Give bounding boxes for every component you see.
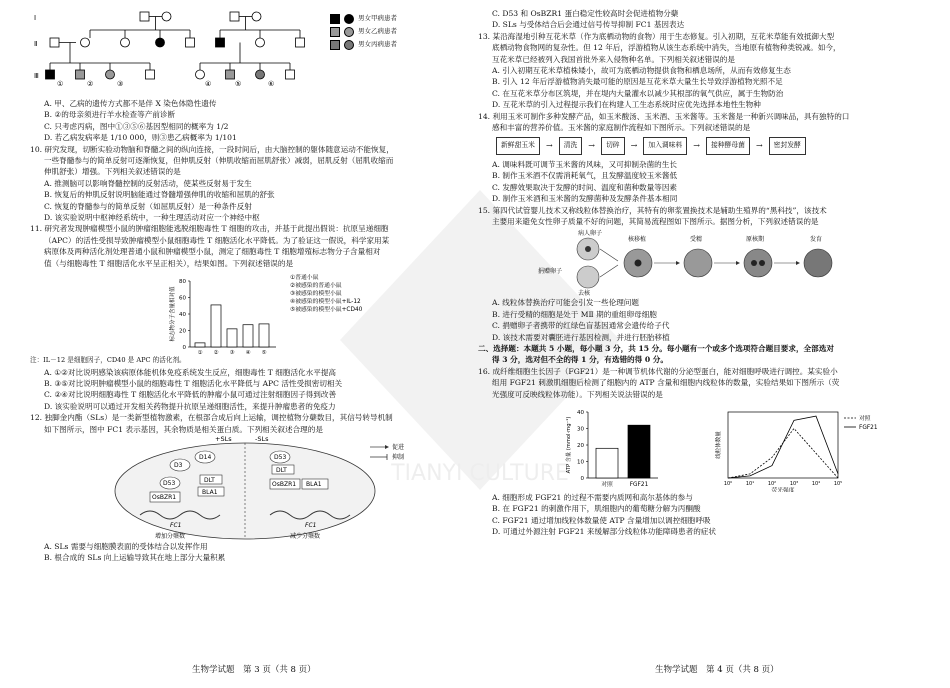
ivf-process-figure xyxy=(478,227,918,297)
individual-number: ⑥ xyxy=(268,80,275,88)
option: D. 该实验说明中枢神经系统中，一种生理活动对应一个神经中枢 xyxy=(44,213,260,223)
fig-label: 受精 xyxy=(690,236,703,244)
question-stem: 14. 利用玉米可制作多种发酵产品，如玉米酸汤、玉米酒、玉米酱等。玉米酱是一种新兴调味品，具有独特的口 xyxy=(478,111,850,121)
y-tick-label: 0 xyxy=(182,345,186,352)
question-stem: 病原体及两种活化剂处理普通小鼠和肿瘤模型小鼠，测定了细胞毒性 T 细胞增殖标志物分子含量相对 xyxy=(44,247,381,257)
label-minus-sls: -SLs xyxy=(255,434,269,443)
option: C. FGF21 通过增加线粒体数量使 ATP 含量增加以调控细胞呼吸 xyxy=(492,515,711,525)
pedigree-chart xyxy=(30,8,330,96)
option: B. 根合成的 SLs 向上运输导致其在地上部分大量积累 xyxy=(44,553,226,563)
arrow-icon: → xyxy=(545,141,553,151)
x-tick-label: ⑤ xyxy=(261,350,267,356)
page-footer-right: 生物学试题 第 4 页（共 8 页） xyxy=(655,665,779,675)
fig-label: 去核 xyxy=(578,290,591,298)
y-tick-label: 30 xyxy=(577,426,584,433)
gen-label: Ⅲ xyxy=(34,72,39,80)
watermark-en: TIANYI CULTURE xyxy=(391,461,569,486)
x-tick-label: 10⁰ xyxy=(723,480,733,487)
y-tick-label: 40 xyxy=(577,409,584,416)
question-stem: 底栖动物食物网的复杂性。但 12 年后，浮游植物从该生态系统中消失，当地原有植物种类锐减。如今， xyxy=(492,43,841,53)
fig-label: 病人卵子 xyxy=(578,230,603,238)
chart-q16-svg xyxy=(478,400,918,492)
pathway-svg xyxy=(30,435,470,541)
legend-item: ②被感染的普通小鼠 xyxy=(290,283,342,290)
right-column xyxy=(478,8,918,538)
option: C. 在互花米草分布区筑堤，并在堤内大量灌水以减少其根部的氧气供应，属于生物防治 xyxy=(492,88,784,98)
section-heading: 二、选择题：本题共 5 小题，每小题 3 分，共 15 分。每小题有一个或多个选项符合题目要求，全部选对 xyxy=(478,343,834,353)
question-stem: 伸肌舒张）增强。下列相关叙述错误的是 xyxy=(44,167,181,177)
y-tick-label: 20 xyxy=(577,442,584,449)
legend-promote: 促进 xyxy=(392,443,405,451)
charts-q16 xyxy=(478,400,918,492)
gen-label: Ⅱ xyxy=(34,40,38,48)
y-tick-label: 40 xyxy=(179,312,186,319)
bar-chart-q11 xyxy=(30,269,470,355)
process-flowchart xyxy=(496,137,918,154)
series-line xyxy=(728,416,838,478)
protein-label: D53 xyxy=(163,479,176,487)
page-footer-left: 生物学试题 第 3 页（共 8 页） xyxy=(192,665,316,675)
question-stem: 15. 第四代试管婴儿技术又称线粒体替换治疗，其特有的卵浆置换技术是辅助生殖界的“黑科技”，该技术 xyxy=(478,205,827,215)
legend-item: ⑤被感染的模型小鼠+CD40 xyxy=(290,307,363,314)
flow-step: 加入调味料 xyxy=(643,137,687,154)
arrow-icon: → xyxy=(755,141,763,151)
flow-step: 新鲜甜玉米 xyxy=(496,137,540,154)
question-stem: 一些脊髓参与的简单反射可逐渐恢复，但伸肌反射（伸肌收缩而屈肌舒张）减弱，屈肌反射（屈肌收缩而 xyxy=(44,156,394,166)
question-stem: 值（与细胞毒性 T 细胞活化水平呈正相关），结果如图。下列叙述错误的是 xyxy=(44,258,294,268)
question-stem: 11. 研究者发现肿瘤模型小鼠的肿瘤细胞能逃脱细胞毒性 T 细胞的攻击，并基于此提出假说：抗原呈递细胞 xyxy=(30,224,389,234)
x-tick-label: 10⁴ xyxy=(811,480,821,487)
option: A. SLs 需要与细胞膜表面的受体结合以发挥作用 xyxy=(44,541,208,551)
chart-q11-svg xyxy=(30,269,470,355)
individual-number: ⑤ xyxy=(235,80,242,88)
option: C. 只考虑丙病，图中①③⑤⑥基因型相同的概率为 1/2 xyxy=(44,121,229,131)
fig-label: 捐赠卵子 xyxy=(538,268,563,276)
option: A. 推测脑可以影响脊髓控制的反射活动，使某些反射易于发生 xyxy=(44,178,252,188)
individual-number: ③ xyxy=(117,80,124,88)
legend-item: 男女丙病患者 xyxy=(358,40,397,48)
left-column xyxy=(30,8,470,564)
gen-label: Ⅰ xyxy=(34,14,37,22)
protein-label: DLT xyxy=(204,476,215,484)
y-tick-label: 0 xyxy=(580,475,584,482)
x-axis-label: 荧光强度 xyxy=(771,487,795,492)
x-tick-label: 10⁵ xyxy=(833,480,843,487)
flow-step: 切碎 xyxy=(601,137,625,154)
y-axis-label: 标志物分子含量相对值 xyxy=(170,286,176,342)
gene-label: FC1 xyxy=(305,521,317,529)
question-stem: 16. 成纤维细胞生长因子（FGF21）是一种调节机体代谢的分泌型蛋白，能对细胞呼吸进行调控。某实验小 xyxy=(478,366,838,376)
x-tick-label: 对照 xyxy=(601,481,613,488)
legend-inhibit: 抑制 xyxy=(392,453,405,461)
legend-item: FGF21 xyxy=(859,424,878,431)
individual-number: ④ xyxy=(205,80,212,88)
x-tick-label: ① xyxy=(197,350,203,356)
flow-step: 密封发酵 xyxy=(769,137,806,154)
protein-label: D14 xyxy=(199,453,212,461)
question-stem: 光强度可反映线粒体功能）。下列相关说法错误的是 xyxy=(492,389,663,399)
flow-step: 接种酵母菌 xyxy=(706,137,750,154)
x-tick-label: 10³ xyxy=(789,480,799,487)
series-line xyxy=(728,428,838,478)
option: D. 该技术需要对囊胚进行基因检测，并进行胚胎移植 xyxy=(492,332,670,342)
option: B. 制作玉米酒不仅需消耗氧气，且发酵温度较玉米酱低 xyxy=(492,171,678,181)
option: C. 捐赠卵子者携带的红绿色盲基因通常会遗传给子代 xyxy=(492,321,670,331)
protein-label: BLA1 xyxy=(202,488,218,496)
pedigree-figure xyxy=(30,8,470,98)
question-stem: 组用 FGF21 刺激肌细胞后检测了细胞内的 ATP 含量和细胞内线粒体的数量，实验结果如下图所示（荧 xyxy=(492,378,840,388)
plot-frame xyxy=(728,412,838,478)
option: B. ③⑤对比说明肿瘤模型小鼠的细胞毒性 T 细胞活化水平降低与 APC 活性受损密切相关 xyxy=(44,378,343,388)
x-tick-label: ③ xyxy=(229,350,235,356)
question-stem: 主要用来避免女性卵子质量不好的问题，其简易流程图如下图所示。据图分析，下列叙述错误的是 xyxy=(492,216,819,226)
option: D. 若乙病发病率是 1/10 000，则③患乙病概率为 1/101 xyxy=(44,133,237,143)
protein-label: D3 xyxy=(174,461,183,469)
option: A. ①②对比说明感染该病原体能机体免疫系统发生反应，细胞毒性 T 细胞活化水平提高 xyxy=(44,367,337,377)
x-tick-label: 10² xyxy=(767,480,777,487)
gene-label: FC1 xyxy=(170,521,182,529)
individual-number: ② xyxy=(87,80,94,88)
fig-label: 核移植 xyxy=(628,236,647,244)
fig-label: 发育 xyxy=(810,236,823,244)
protein-label: D53 xyxy=(274,453,287,461)
option: D. 可通过外源注射 FGF21 来缓解部分线粒体功能障碍患者的症状 xyxy=(492,527,716,537)
y-axis-label: ATP 含量 (mmol·mg⁻¹) xyxy=(566,416,572,474)
fig-label: 原核期 xyxy=(746,236,765,244)
question-stem: 互花米草已经被列入我国首批外来入侵物种名单。下列相关叙述错误的是 xyxy=(492,54,735,64)
option: C. 发酵效果取决于发酵的时间、温度和菌种数量等因素 xyxy=(492,182,678,192)
option: A. 细胞形成 FGF21 的过程不需要内质网和高尔基体的参与 xyxy=(492,492,693,502)
legend-item: 男女乙病患者 xyxy=(358,27,397,35)
option: B. 在 FGF21 的刺激作用下，肌细胞内的葡萄糖分解为丙酮酸 xyxy=(492,504,701,514)
legend-item: 男女甲病患者 xyxy=(358,14,397,22)
y-tick-label: 20 xyxy=(179,328,186,335)
option: D. 该实验说明可以通过开发相关药物提升抗原呈递细胞活性，来提升肿瘤患者的免疫力 xyxy=(44,401,336,411)
figure-note: 注：IL－12 是细胞因子，CD40 是 APC 的活化剂。 xyxy=(30,356,186,365)
bar xyxy=(211,305,221,347)
arrow-icon: → xyxy=(693,141,700,151)
x-tick-label: FGF21 xyxy=(629,481,649,488)
protein-label: OsBZR1 xyxy=(152,493,177,501)
option: C. ②④对比说明细胞毒性 T 细胞活化水平降低的肿瘤小鼠可通过注射细胞因子得到改善 xyxy=(44,390,337,400)
bar xyxy=(227,329,237,347)
legend-item: 对照 xyxy=(859,415,871,422)
question-stem: 12. 独脚金内酯（SLs）是一类新型植物激素，在根部合成后向上运输，调控植物分蘖数目，其信号转导机制 xyxy=(30,413,393,423)
x-tick-label: ② xyxy=(213,350,219,356)
outcome-label: 减少分蘖数 xyxy=(290,532,321,540)
question-stem: 10. 研究发现，切断实验动物脑和脊髓之间的纵向连接，一段时间后，由大脑控制的躯体随意运动不能恢复， xyxy=(30,144,394,154)
option: B. ②的母亲须进行羊水检查等产前诊断 xyxy=(44,110,176,120)
protein-label: OsBZR1 xyxy=(272,480,297,488)
y-tick-label: 10 xyxy=(577,459,584,466)
arrow-icon: → xyxy=(588,141,595,151)
question-stem: 13. 某沿海湿地引种互花米草（作为底栖动物的食物）用于生态修复。引入初期，互花米草能有效抵御大型 xyxy=(478,31,835,41)
option: A. 线粒体替换治疗可能会引发一些伦理问题 xyxy=(492,298,639,308)
label-plus-sls: +SLs xyxy=(215,434,232,443)
y-tick-label: 60 xyxy=(179,295,186,302)
outcome-label: 增加分蘖数 xyxy=(155,532,186,540)
legend-item: ①普通小鼠 xyxy=(290,275,319,282)
bar xyxy=(628,425,650,478)
option: D. SLs 与受体结合后会通过信号传导抑制 FC1 基因表达 xyxy=(492,20,685,30)
question-stem: 如下图所示，图中 FC1 表示基因，其余物质是相关蛋白质。下列相关叙述合理的是 xyxy=(44,424,323,434)
x-tick-label: 10¹ xyxy=(745,480,755,487)
option: B. 恢复后的伸肌反射说明脑能通过脊髓增强伸肌的收缩和屈肌的舒张 xyxy=(44,190,275,200)
option: D. 制作玉米酒和玉米酱的发酵菌种及发酵条件基本相同 xyxy=(492,194,678,204)
option: A. 甲、乙病的遗传方式都不是伴 X 染色体隐性遗传 xyxy=(44,99,217,108)
question-stem: （APC）的活性受损导致肿瘤模型小鼠细胞毒性 T 细胞活化水平降低。为了验证这一假说，科学家用某 xyxy=(44,235,390,245)
question-stem: 感和丰富的营养价值。玉米酱的家庭制作流程如下图所示。下列叙述错误的是 xyxy=(492,123,751,133)
flow-step: 清洗 xyxy=(559,137,583,154)
bar xyxy=(243,325,253,347)
pedigree-legend xyxy=(330,12,397,51)
option: C. D53 和 OsBZR1 蛋白稳定性较高时会促进植物分蘖 xyxy=(492,9,679,18)
y-axis-label: 线粒体数量 xyxy=(716,431,722,459)
option: B. 引入 12 年后浮游植物消失最可能的原因是互花米草大量生长导致浮游植物光照不足 xyxy=(492,77,783,87)
option: C. 恢复的脊髓参与的简单反射（如屈肌反射）是一种条件反射 xyxy=(44,201,252,211)
option: B. 进行受精的细胞是处于 MⅡ 期的重组卵母细胞 xyxy=(492,309,657,319)
ivf-svg xyxy=(478,227,918,297)
bar xyxy=(195,343,205,347)
protein-label: DLT xyxy=(276,466,287,474)
bar xyxy=(259,324,269,347)
y-tick-label: 80 xyxy=(179,279,186,286)
bar xyxy=(596,448,618,478)
protein-label: BLA1 xyxy=(306,480,322,488)
legend-item: ③被感染的模型小鼠 xyxy=(290,291,342,298)
individual-number: ① xyxy=(57,80,64,88)
x-tick-label: ④ xyxy=(245,350,251,356)
signal-pathway-figure xyxy=(30,435,470,541)
option: A. 调味料既可调节玉米酱的风味，又可抑制杂菌的生长 xyxy=(492,159,677,169)
arrow-icon: → xyxy=(630,141,638,151)
legend-item: ④被感染的模型小鼠+IL-12 xyxy=(290,299,361,306)
option: D. 互花米草的引入过程提示我们在构建人工生态系统时应优先选择本地性生物种 xyxy=(492,100,761,110)
option: A. 引入初期互花米草植株矮小，故可为底栖动物提供食物和栖息场所，从而有效修复生态 xyxy=(492,66,791,76)
section-heading: 得 3 分，选对但不全的得 1 分，有选错的得 0 分。 xyxy=(492,355,668,365)
